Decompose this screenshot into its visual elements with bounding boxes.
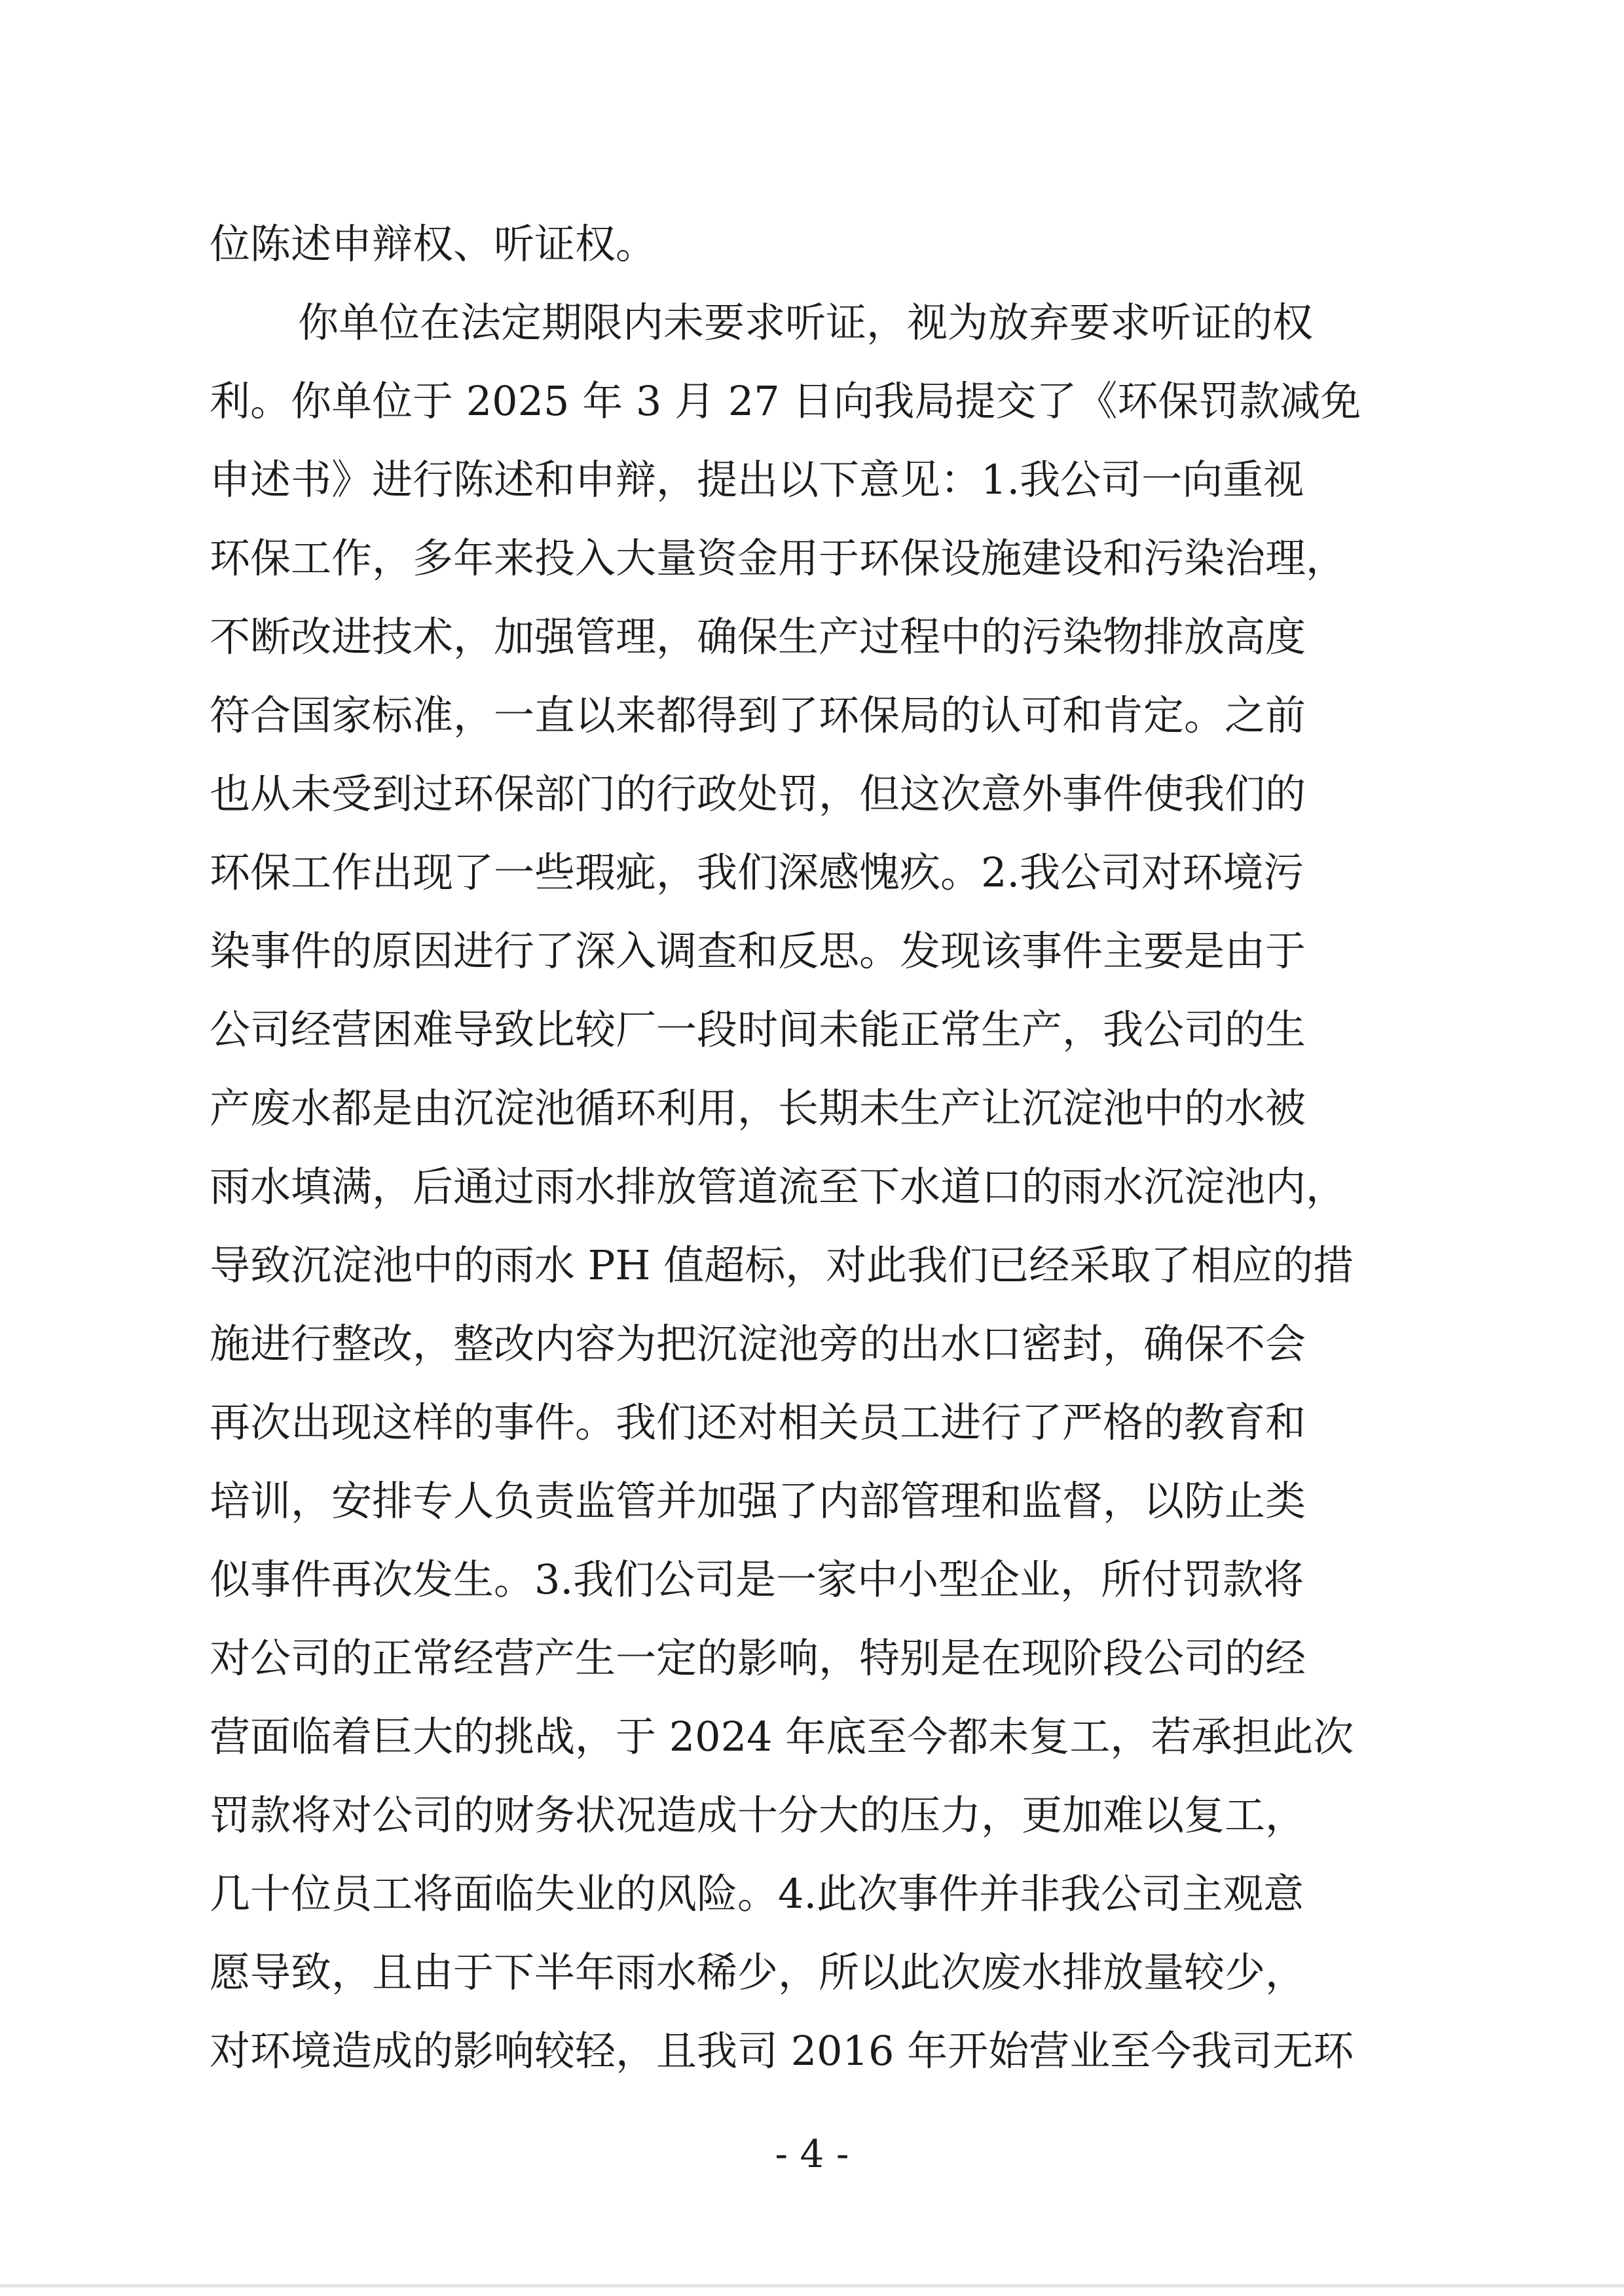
body-text-line: 罚款将对公司的财务状况造成十分大的压力，更加难以复工， [210,1791,1306,1839]
body-text-line: 也从未受到过环保部门的行政处罚，但这次意外事件使我们的 [210,770,1306,818]
scan-bottom-edge [0,2284,1624,2287]
body-text-line: 雨水填满，后通过雨水排放管道流至下水道口的雨水沉淀池内， [210,1163,1347,1211]
body-text-line: 公司经营困难导致比较厂一段时间未能正常生产，我公司的生 [210,1006,1306,1053]
body-text-line: 再次出现这样的事件。我们还对相关员工进行了严格的教育和 [210,1398,1306,1446]
body-text-line: 环保工作出现了一些瑕疵，我们深感愧疚。2.我公司对环境污 [210,848,1304,896]
body-text-line: 对公司的正常经营产生一定的影响，特别是在现阶段公司的经 [210,1634,1306,1682]
body-text-line: 几十位员工将面临失业的风险。4.此次事件并非我公司主观意 [210,1870,1304,1918]
body-text-line: 符合国家标准，一直以来都得到了环保局的认可和肯定。之前 [210,691,1306,739]
body-text-line: 施进行整改，整改内容为把沉淀池旁的出水口密封，确保不会 [210,1320,1306,1368]
paragraph-first-line: 你单位在法定期限内未要求听证，视为放弃要求听证的权 [298,299,1314,346]
body-text-line: 培训，安排专人负责监管并加强了内部管理和监督，以防止类 [210,1477,1306,1525]
body-text-line: 导致沉淀池中的雨水 PH 值超标，对此我们已经采取了相应的措 [210,1241,1354,1289]
body-text-line: 营面临着巨大的挑战，于 2024 年底至今都未复工，若承担此次 [210,1713,1354,1760]
body-text-line: 似事件再次发生。3.我们公司是一家中小型企业，所付罚款将 [210,1556,1304,1603]
body-text-line: 愿导致，且由于下半年雨水稀少，所以此次废水排放量较少， [210,1948,1306,1996]
body-text-line: 染事件的原因进行了深入调查和反思。发现该事件主要是由于 [210,927,1306,975]
body-text-line: 环保工作，多年来投入大量资金用于环保设施建设和污染治理， [210,534,1347,582]
body-text-line: 不断改进技术，加强管理，确保生产过程中的污染物排放高度 [210,613,1306,661]
body-text-line: 申述书》进行陈述和申辩，提出以下意见：1.我公司一向重视 [210,456,1304,503]
body-text-line: 产废水都是由沉淀池循环利用，长期未生产让沉淀池中的水被 [210,1084,1306,1132]
body-text-line: 利。你单位于 2025 年 3 月 27 日向我局提交了《环保罚款减免 [210,377,1361,425]
page-number: - 4 - [775,2132,849,2176]
body-text-line: 位陈述申辩权、听证权。 [210,220,657,268]
body-text-line: 对环境造成的影响较轻，且我司 2016 年开始营业至今我司无环 [210,2027,1354,2075]
